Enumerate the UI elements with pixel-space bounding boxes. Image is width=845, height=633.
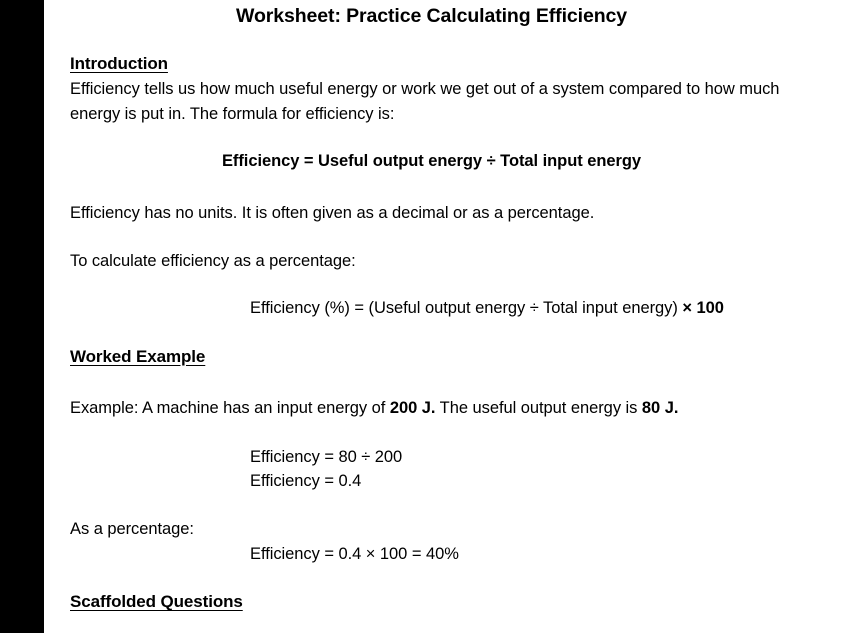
efficiency-units-note: Efficiency has no units. It is often given as a decimal or as a percentage. bbox=[70, 204, 595, 222]
left-black-band bbox=[0, 0, 44, 633]
worked-example-calculation-block bbox=[250, 445, 402, 493]
section-heading-introduction: Introduction bbox=[70, 54, 168, 73]
calculation-line-3: Efficiency = 0.4 × 100 = 40% bbox=[250, 545, 459, 563]
document-content bbox=[44, 0, 845, 633]
percentage-calculation-block bbox=[250, 542, 459, 566]
section-heading-scaffolded-questions: Scaffolded Questions bbox=[70, 592, 243, 611]
worked-example-output-energy-value: 80 J. bbox=[641, 399, 679, 417]
worked-example-text-part1: Example: A machine has an input energy of bbox=[70, 399, 390, 417]
worked-example-statement bbox=[70, 396, 678, 421]
worked-example-input-energy-value: 200 J. bbox=[389, 399, 436, 417]
formula-efficiency-percentage bbox=[250, 299, 724, 318]
as-a-percentage-lead: As a percentage: bbox=[70, 520, 194, 538]
section-heading-worked-example: Worked Example bbox=[70, 347, 206, 366]
calculation-line-1: Efficiency = 80 ÷ 200 bbox=[250, 448, 403, 466]
formula-percentage-plain-part: Efficiency (%) = (Useful output energy ÷ Total input energy) bbox=[250, 299, 683, 317]
page-title: Worksheet: Practice Calculating Efficiency bbox=[236, 5, 627, 27]
formula-efficiency-main: Efficiency = Useful output energy ÷ Total input energy bbox=[221, 152, 642, 170]
worked-example-text-part2: The useful output energy is bbox=[435, 399, 642, 417]
calculation-line-2: Efficiency = 0.4 bbox=[250, 472, 362, 490]
percentage-lead-in: To calculate efficiency as a percentage: bbox=[70, 252, 356, 270]
introduction-paragraph: Efficiency tells us how much useful energy or work we get out of a system compared to how much energy is put in. The formula for efficiency is: bbox=[70, 80, 780, 123]
formula-percentage-bold-part: × 100 bbox=[682, 299, 724, 317]
